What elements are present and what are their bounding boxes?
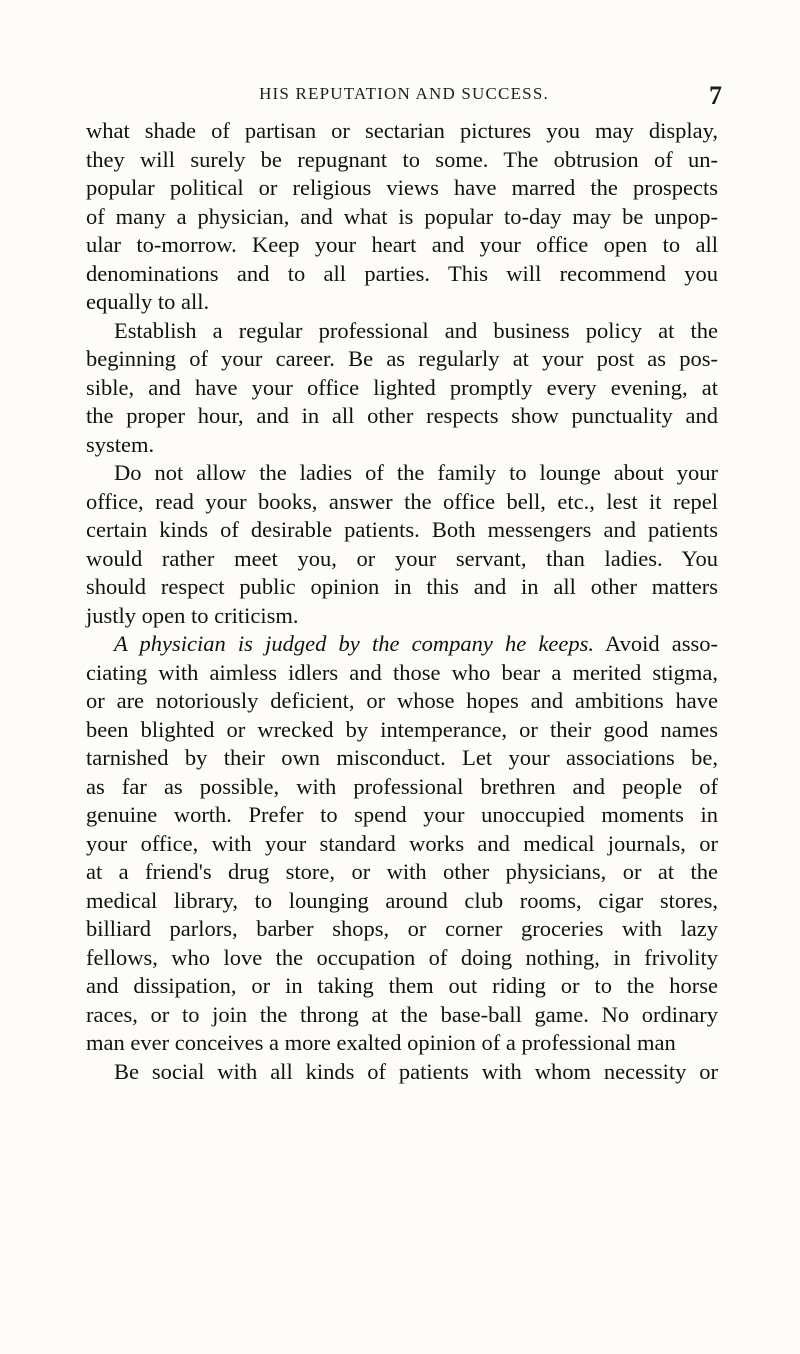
italic-maxim: A physician is judged by the company he keeps. xyxy=(114,631,595,656)
running-head xyxy=(86,81,722,110)
text-line: ular to-morrow. Keep your heart and your office open to all xyxy=(86,232,718,257)
body-text xyxy=(86,117,718,1086)
text-line: fellows, who love the occupation of doing nothing, in frivolity xyxy=(86,944,718,970)
running-title: HIS REPUTATION AND SUCCESS. xyxy=(259,84,549,103)
text-line: system. xyxy=(86,431,155,457)
text-line: billiard parlors, barber shops, or corner groceries with lazy xyxy=(86,916,718,941)
text-line: what shade of partisan or sectarian pictures you may display, xyxy=(86,118,718,143)
text-line: popular political or religious views have marred the prospects xyxy=(86,175,718,200)
text-line: your office, with your standard works and medical journals, or xyxy=(86,830,718,856)
text-line: should respect public opinion in this and in all other matters xyxy=(86,574,718,599)
text-line: justly open to criticism. xyxy=(86,602,299,628)
text-line: equally to all. xyxy=(86,289,210,314)
text-line: genuine worth. Prefer to spend your unoccupied moments in xyxy=(86,802,718,827)
text-line: beginning of your career. Be as regularly at your post as pos- xyxy=(86,346,718,371)
text-line: the proper hour, and in all other respects show punctuality and xyxy=(86,403,718,428)
text-line: would rather meet you, or your servant, than ladies. You xyxy=(86,545,718,571)
text-line: man ever conceives a more exalted opinion of a professional man xyxy=(86,1030,676,1055)
text-line-italic-lead xyxy=(86,630,718,659)
text-line: tarnished by their own misconduct. Let your associations be, xyxy=(86,745,718,770)
text-line: races, or to join the throng at the base-ball game. No ordinary xyxy=(86,1001,718,1027)
text-line: Establish a regular professional and business policy at the xyxy=(114,317,718,343)
text-line: of many a physician, and what is popular to-day may be unpop- xyxy=(86,203,718,229)
text-line: certain kinds of desirable patients. Both messengers and patients xyxy=(86,517,718,542)
text-line: office, read your books, answer the office bell, etc., lest it repel xyxy=(86,488,718,514)
text-line: been blighted or wrecked by intemperance, or their good names xyxy=(86,716,718,742)
text-line: Do not allow the ladies of the family to lounge about your xyxy=(114,460,718,485)
text-line: Be social with all kinds of patients with whom necessity or xyxy=(114,1058,718,1084)
text-line: they will surely be repugnant to some. The obtrusion of un- xyxy=(86,146,718,172)
text-line: or are notoriously deficient, or whose hopes and ambitions have xyxy=(86,688,718,713)
text-line: ciating with aimless idlers and those who bear a merited stigma, xyxy=(86,659,718,685)
text-line: sible, and have your office lighted promptly every evening, at xyxy=(86,374,718,400)
text-line: at a friend's drug store, or with other physicians, or at the xyxy=(86,859,718,884)
text-line: and dissipation, or in taking them out riding or to the horse xyxy=(86,973,718,998)
text-line: medical library, to lounging around club rooms, cigar stores, xyxy=(86,887,718,913)
text-line: as far as possible, with professional brethren and people of xyxy=(86,773,718,799)
text-run: Avoid asso- xyxy=(594,631,718,656)
page-number: 7 xyxy=(709,81,722,110)
text-line: denominations and to all parties. This will recommend you xyxy=(86,260,718,286)
